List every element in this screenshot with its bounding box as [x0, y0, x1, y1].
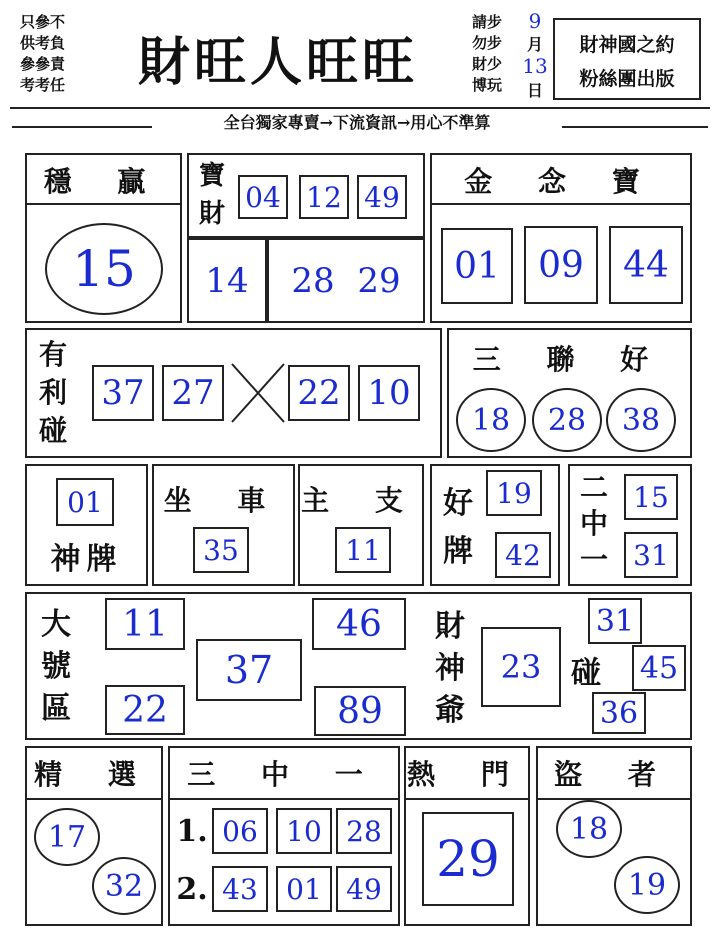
sanzhongyi-row2-2: 01: [276, 866, 332, 912]
divider: [406, 798, 528, 800]
date-day-unit: 日: [526, 80, 543, 100]
caishenye-peng-label: 碰: [571, 656, 601, 691]
caishenye-center: 23: [481, 627, 561, 707]
caishenye-peng-1: 31: [588, 598, 642, 644]
jingxuan-number-2: 32: [92, 857, 156, 915]
sanzhongyi-row1-2: 10: [276, 808, 332, 854]
caishenye-label: 財 神 爺: [435, 609, 465, 728]
publisher-line2: 粉絲團出版: [579, 67, 675, 90]
zuoche-number: 35: [193, 527, 249, 573]
erzhongyi-number-1: 15: [624, 474, 678, 520]
sanzhongyi-row2-3: 49: [336, 866, 392, 912]
divider: [27, 798, 161, 800]
shenpai-number: 01: [56, 478, 114, 526]
zhuzhi-number: 11: [335, 527, 391, 573]
publisher-box: [553, 18, 701, 100]
dahaoqu-left-1: 11: [105, 598, 185, 650]
sanzhongyi-label: 三 中 一: [187, 758, 381, 791]
sanlianhao-label: 三 聯 好: [472, 343, 667, 376]
disclaimer: 只參不 供考負 參參責 考考任: [20, 13, 66, 94]
date-month-unit: 月: [526, 34, 543, 54]
haopai-number-2: 42: [495, 532, 551, 578]
haopai-label: 好 牌: [443, 486, 473, 569]
daozhe-number-2: 19: [614, 856, 680, 914]
jinnianbao-number-3: 44: [609, 226, 683, 304]
sanzhongyi-row2-1: 43: [212, 866, 268, 912]
erzhongyi-label: 二 中 一: [579, 471, 608, 576]
tagline-rule-right: [562, 126, 708, 128]
daozhe-label: 盜 者: [554, 758, 674, 791]
warning-text: 請步 勿步 財少 博玩: [472, 13, 503, 94]
remen-number: 29: [422, 812, 514, 906]
divider: [538, 798, 690, 800]
dahaoqu-left-2: 22: [105, 685, 185, 735]
sanzhongyi-row1-label: 1.: [176, 813, 208, 849]
sanzhongyi-row1-1: 06: [212, 808, 268, 854]
wenying-panel: [25, 153, 182, 323]
baocai-label: 寶 財: [198, 161, 225, 229]
caishenye-peng-2: 45: [632, 645, 686, 691]
date-stamp: [520, 10, 550, 100]
jinnianbao-number-1: 01: [441, 228, 513, 304]
remen-label: 熱 門: [407, 758, 527, 791]
daozhe-number-1: 18: [556, 800, 622, 858]
divider: [432, 203, 690, 205]
page-title: 財旺人旺旺: [137, 31, 418, 93]
baocai-top-3: 49: [357, 175, 407, 219]
publisher-line1: 財神國之約: [579, 33, 675, 56]
erzhongyi-number-2: 31: [624, 532, 678, 578]
dahaoqu-label: 大 號 區: [41, 607, 71, 726]
caishenye-peng-3: 36: [592, 692, 646, 734]
youlipeng-right-2: 10: [358, 365, 420, 421]
youlipeng-right-1: 22: [288, 365, 350, 421]
divider: [27, 203, 180, 205]
shenpai-label: 神牌: [50, 542, 123, 577]
dahaoqu-right-1: 46: [312, 598, 406, 650]
divider: [170, 798, 398, 800]
cross-icon: [228, 360, 288, 426]
sanzhongyi-row2-label: 2.: [176, 871, 208, 907]
baocai-bottom-right: 28 29: [267, 238, 425, 323]
jingxuan-label: 精 選: [34, 758, 154, 791]
zhuzhi-label: 主 支: [301, 484, 421, 517]
sanlianhao-number-1: 18: [456, 388, 526, 452]
sanzhongyi-row1-3: 28: [336, 808, 392, 854]
sanlianhao-number-2: 28: [532, 388, 602, 452]
wenying-number: 15: [45, 223, 163, 315]
date-month: 9: [528, 9, 542, 33]
dahaoqu-right-2: 89: [314, 686, 406, 736]
tagline-rule-left: [12, 126, 152, 128]
youlipeng-label: 有 利 碰: [38, 338, 67, 447]
baocai-top-2: 12: [299, 175, 349, 219]
youlipeng-left-2: 27: [162, 365, 224, 421]
zuoche-label: 坐 車: [163, 484, 284, 517]
date-day: 13: [522, 54, 548, 78]
youlipeng-left-1: 37: [92, 365, 154, 421]
jinnianbao-label: 金 念 寶: [464, 165, 658, 198]
tagline: 全台獨家專賣→下流資訊→用心不準算: [223, 112, 491, 132]
baocai-top-1: 04: [238, 175, 288, 219]
jingxuan-number-1: 17: [34, 808, 100, 866]
jinnianbao-number-2: 09: [524, 226, 598, 304]
sanlianhao-number-3: 38: [606, 388, 676, 452]
wenying-label: 穩 贏: [43, 165, 164, 198]
baocai-bottom-left: 14: [187, 238, 267, 323]
haopai-number-1: 19: [486, 470, 542, 516]
dahaoqu-center: 37: [196, 639, 302, 701]
